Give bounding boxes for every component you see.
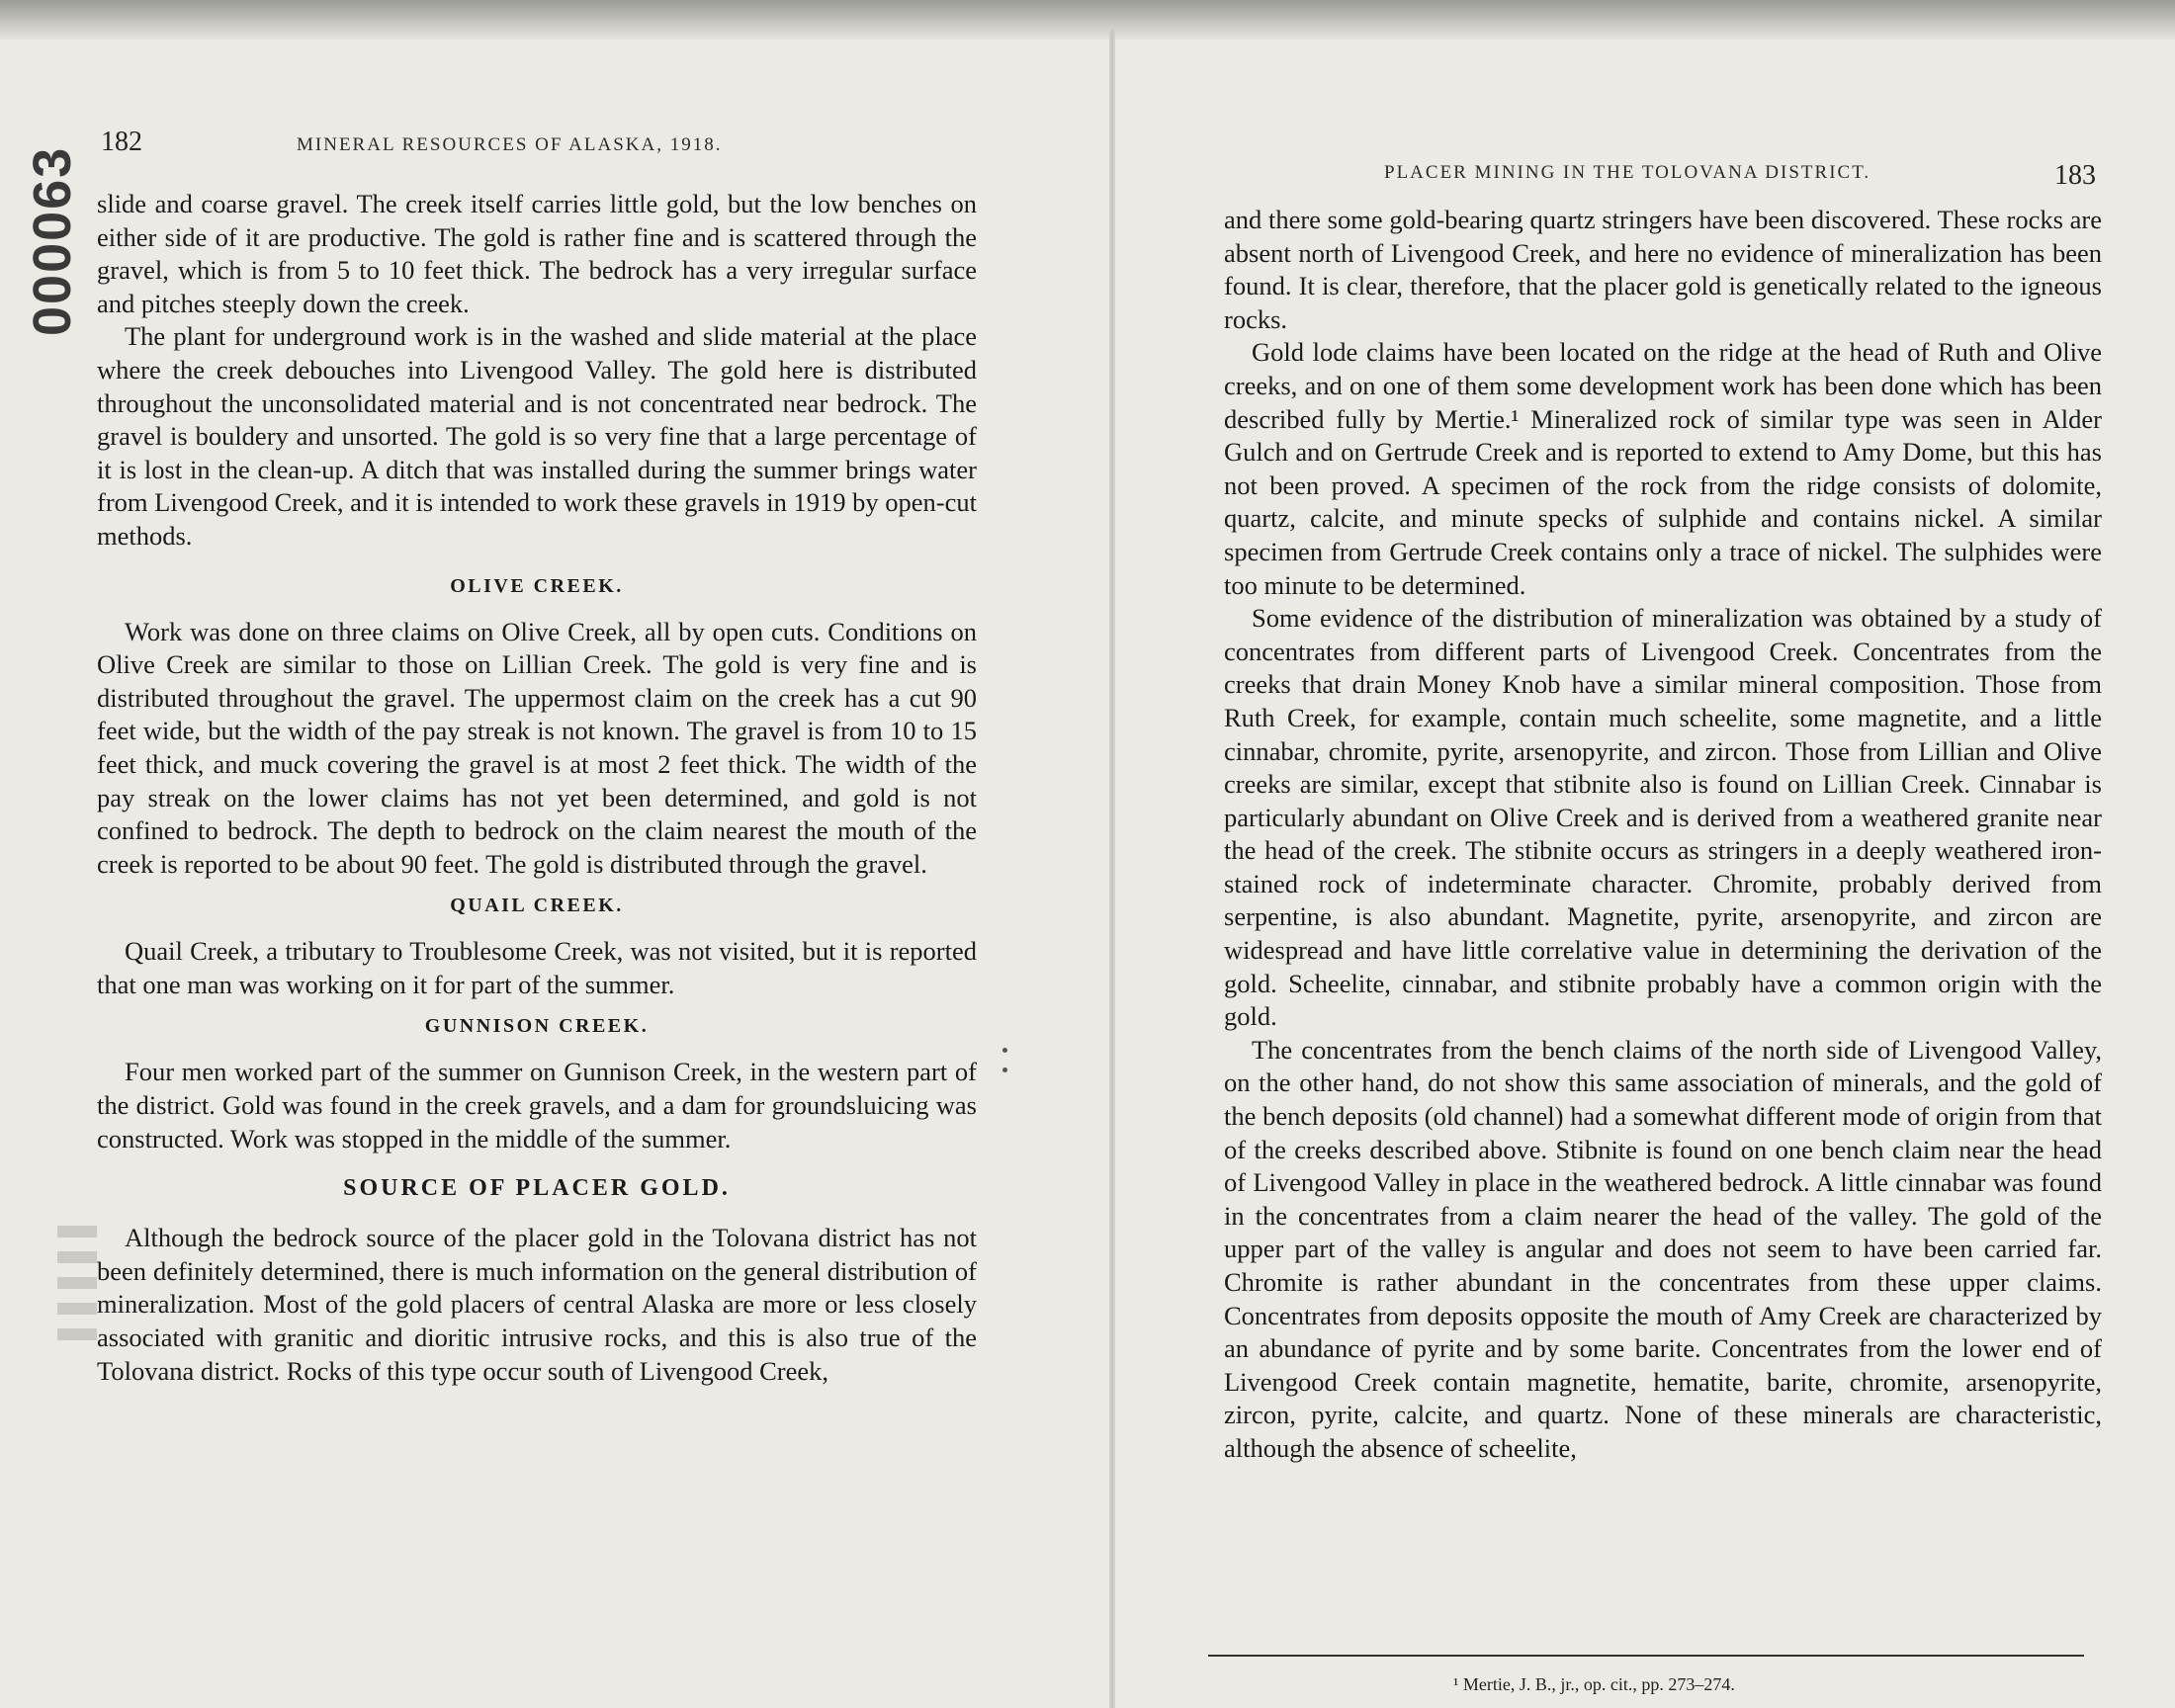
running-head-right: PLACER MINING IN THE TOLOVANA DISTRICT. <box>1384 162 1871 183</box>
footnote: ¹ Mertie, J. B., jr., op. cit., pp. 273–274. <box>1453 1674 1735 1694</box>
page-number-left: 182 <box>101 127 142 157</box>
stamp-ghost-mark <box>57 1226 97 1354</box>
scan-edge <box>0 0 2175 40</box>
paragraph: The concentrates from the bench claims of the north side of Livengood Valley, on the other hand, do not show this same association of minerals, and the gold of the bench deposits (old channel) had a somewhat different mode of origin from that of the creeks described above. Stibnite is found on one bench claim near the head of Livengood Valley in place in the weathered bedrock. A little cinnabar was found in the concentrates from a claim nearer the head of the valley. The gold of the upper part of the valley is angular and does not seem to have been carried far. Chromite is rather abundant in the concentrates from these upper claims. Concentrates from deposits opposite the mouth of Amy Creek are characterized by an abundance of pyrite and by some barite. Concentrates from the lower end of Livengood Creek contain magnetite, hematite, barite, chromite, arsenopyrite, zircon, pyrite, calcite, and quartz. None of these minerals are characteristic, although the absence of scheelite, <box>1224 1034 2102 1463</box>
paragraph: slide and coarse gravel. The creek itself carries little gold, but the low benches on either side of it are productive. The gold is rather fine and is scattered through the gravel, which is from 5 to 10 feet thick. The bedrock has a very irregular surface and pitches steeply down the creek. <box>97 189 977 318</box>
scan-speck <box>1002 1068 1007 1072</box>
page-number-right: 183 <box>2054 160 2096 191</box>
section-heading-quail-creek: QUAIL CREEK. <box>450 895 624 917</box>
footnote-rule <box>1208 1655 2084 1657</box>
paragraph: Gold lode claims have been located on the ridge at the head of Ruth and Olive creeks, and on one of them some development work has been done which has been described fully by Mertie.¹ Mineralized rock of similar type was seen in Alder Gulch and on Gertrude Creek and is reported to extend to Amy Dome, but this has not been proved. A specimen of the rock from the ridge consists of dolomite, quartz, calcite, and minute specks of sulphide and contains nickel. A similar specimen from Gertrude Creek contains only a trace of nickel. The sulphides were too minute to be determined. <box>1224 337 2102 600</box>
section-heading-gunnison-creek: GUNNISON CREEK. <box>424 1015 650 1038</box>
section-heading-source-of-placer-gold: SOURCE OF PLACER GOLD. <box>343 1175 731 1202</box>
section-heading-olive-creek: OLIVE CREEK. <box>450 574 624 597</box>
book-gutter <box>1109 30 1115 1708</box>
paragraph: Quail Creek, a tributary to Troublesome Creek, was not visited, but it is reported that one man was working on it for part of the summer. <box>97 936 977 999</box>
left-text-column <box>97 188 977 1388</box>
paragraph: and there some gold-bearing quartz stringers have been discovered. These rocks are absent north of Livengood Creek, and here no evidence of mineralization has been found. It is clear, therefore, that the placer gold is genetically related to the igneous rocks. <box>1224 205 2102 334</box>
paragraph: The plant for underground work is in the washed and slide material at the place where the creek debouches into Livengood Valley. The gold here is distributed throughout the unconsolidated material and is not concentrated near bedrock. The gravel is bouldery and unsorted. The gold is so very fine that a large percentage of it is lost in the clean-up. A ditch that was installed during the summer brings water from Livengood Creek, and it is intended to work these gravels in 1919 by open-cut methods. <box>97 321 977 551</box>
paragraph: Work was done on three claims on Olive Creek, all by open cuts. Conditions on Olive Creek are similar to those on Lillian Creek. The gold is very fine and is distributed throughout the gravel. The uppermost claim on the creek has a cut 90 feet wide, but the width of the pay streak is not known. The gravel is from 10 to 15 feet thick, and muck covering the gravel is at most 2 feet thick. The width of the pay streak on the lower claims has not yet been determined, and gold is not confined to bedrock. The depth to bedrock on the claim nearest the mouth of the creek is reported to be about 90 feet. The gold is distributed through the gravel. <box>97 616 977 879</box>
running-head-left: MINERAL RESOURCES OF ALASKA, 1918. <box>297 134 723 155</box>
paragraph: Some evidence of the distribution of mineralization was obtained by a study of concentrates from different parts of Livengood Creek. Concentrates from the creeks that drain Money Knob have a similar mineral composition. Those from Ruth Creek, for example, contain much scheelite, some magnetite, and a little cinnabar, chromite, pyrite, arsenopyrite, and zircon. Those from Lillian and Olive creeks are similar, except that stibnite also is found on Lillian Creek. Cinnabar is particularly abundant on Olive Creek and is derived from a weathered granite near the head of the creek. The stibnite occurs as stringers in a deeply weathered iron-stained rock of indeterminate character. Chromite, probably derived from serpentine, is also abundant. Magnetite, pyrite, arsenopyrite, and zircon are widespread and have little correlative value in determining the derivation of the gold. Scheelite, cinnabar, and stibnite probably have a common origin with the gold. <box>1224 603 2102 1032</box>
archive-stamp: 000063 <box>23 145 82 336</box>
scan-speck <box>1002 1048 1007 1053</box>
paragraph: Four men worked part of the summer on Gunnison Creek, in the western part of the district. Gold was found in the creek gravels, and a dam for groundsluicing was constructed. Work was stopped in the middle of the summer. <box>97 1057 977 1153</box>
right-text-column <box>1224 204 2102 1466</box>
paragraph: Although the bedrock source of the placer gold in the Tolovana district has not been definitely determined, there is much information on the general distribution of mineralization. Most of the gold placers of central Alaska are more or less closely associated with granitic and dioritic intrusive rocks, and this is also true of the Tolovana district. Rocks of this type occur south of Livengood Creek, <box>97 1223 977 1386</box>
